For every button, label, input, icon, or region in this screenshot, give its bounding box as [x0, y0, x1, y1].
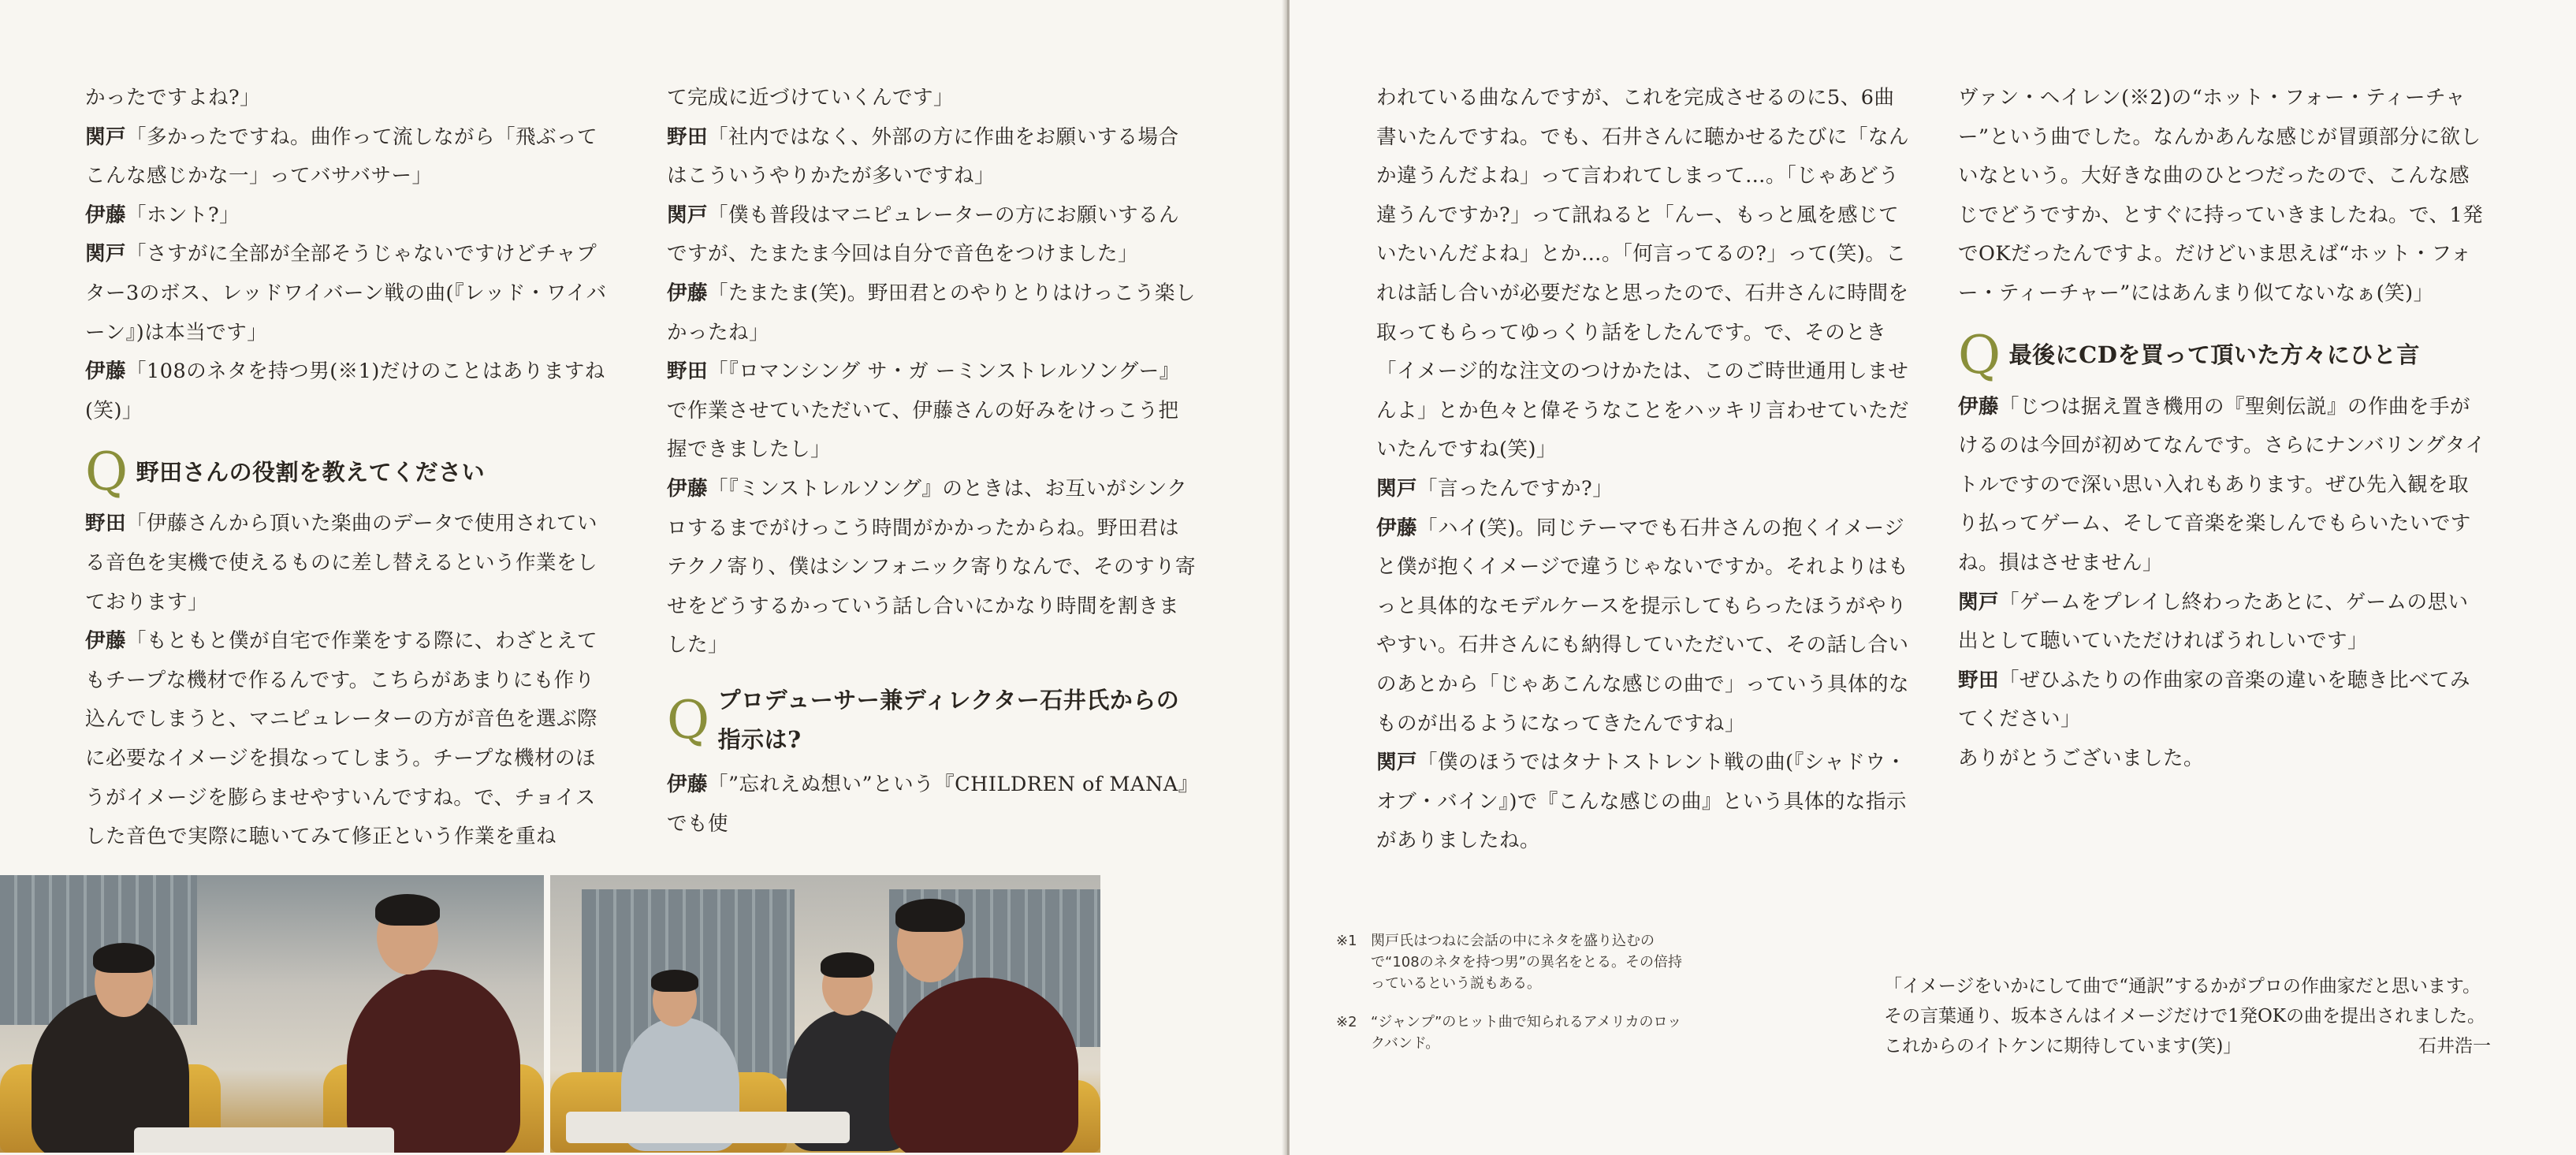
col1b-paragraphs [85, 505, 615, 856]
column-3 [1376, 79, 1912, 861]
dialogue-text: 「ホント?」 [126, 203, 240, 227]
dialogue-paragraph [85, 196, 615, 236]
q-mark-icon: Q [85, 442, 128, 503]
person-hair [375, 894, 440, 926]
dialogue-paragraph [667, 352, 1197, 470]
person-hair [93, 943, 154, 973]
speaker-name: 野田 [85, 512, 127, 536]
dialogue-paragraph [1958, 583, 2488, 661]
footnote-text: 関戸氏はつねに会話の中にネタを盛り込むので“108のネタを持つ男”の異名をとる。その倍持っているという説もある。 [1371, 933, 1683, 992]
dialogue-text: 「言ったんですか?」 [1417, 476, 1614, 501]
speaker-name: 伊藤 [85, 629, 127, 654]
photo-interview-1 [0, 875, 544, 1153]
dialogue-paragraph [85, 79, 615, 118]
dialogue-text: て完成に近づけていくんです」 [667, 86, 955, 110]
col3-paragraphs [1376, 79, 1912, 861]
dialogue-paragraph [85, 235, 615, 352]
dialogue-paragraph [1376, 79, 1912, 470]
dialogue-text: 「ぜひふたりの作曲家の音楽の違いを聴き比べてみてください」 [1958, 668, 2471, 732]
dialogue-text: 「たまたま(笑)。野田君とのやりとりはけっこう楽しかったね」 [667, 281, 1196, 345]
person-hair [821, 952, 874, 978]
footnotes [1336, 930, 1683, 1071]
q-mark-icon: Q [1958, 324, 2001, 386]
dialogue-text: われている曲なんですが、これを完成させるのに5、6曲書いたんですね。でも、石井さんに聴かせるたびに「なんか違うんだよね」って言われてしまって…。「じゃあどう違うんですか?」って訊ねると「んー、もっと風を感じていたいんだよね」とか…。「何言ってるの?」って(笑)。これは話し合いが必要だなと思ったので、石井さんに時間を取ってもらってゆっくり話をしたんです。で、そのとき「イメージ的な注文のつけかたは、このご時世通用しませんよ」とか色々と偉そうなことをハッキリ言わせていただいたんですね(笑)」 [1376, 86, 1910, 462]
column-2 [667, 79, 1197, 844]
dialogue-paragraph [1958, 740, 2488, 779]
table [134, 1127, 394, 1153]
dialogue-text: 「僕のほうではタナトストレント戦の曲(『シャドウ・オブ・バイン』)で『こんな感じの曲』という具体的な指示がありましたね。 [1376, 751, 1907, 853]
dialogue-paragraph [85, 352, 615, 430]
dialogue-text: 「社内ではなく、外部の方に作曲をお願いする場合はこういうやりかたが多いですね」 [667, 125, 1179, 188]
speaker-name: 伊藤 [667, 281, 709, 305]
speaker-name: 関戸 [667, 203, 709, 227]
speaker-name: 伊藤 [1376, 516, 1418, 540]
dialogue-text: かったですよね?」 [85, 86, 261, 110]
footnote-mark: ※2 [1336, 1014, 1357, 1030]
question-2-text: プロデューサー兼ディレクター石井氏からの指示は? [717, 686, 1180, 753]
photo-interview-2 [550, 875, 1100, 1153]
dialogue-text: 「ゲームをプレイし終わったあとに、ゲームの思い出として聴いていただければうれしいです」 [1958, 590, 2469, 654]
question-heading-2 [667, 681, 1197, 759]
dialogue-paragraph [667, 274, 1197, 352]
person-seated [889, 978, 1078, 1153]
speaker-name: 関戸 [1376, 751, 1418, 775]
dialogue-paragraph [667, 79, 1197, 118]
q-mark-icon: Q [667, 689, 710, 751]
footnote-mark: ※1 [1336, 933, 1357, 949]
column-1 [85, 79, 615, 857]
question-heading-3 [1958, 324, 2488, 386]
person-hair [651, 970, 698, 992]
dialogue-text: 「多かったですね。曲作って流しながら「飛ぶってこんな感じかな一」ってバサバサー」 [85, 125, 598, 188]
person-seated [347, 970, 520, 1153]
dialogue-paragraph [1958, 388, 2488, 583]
speaker-name: 伊藤 [667, 773, 709, 797]
speaker-name: 関戸 [1376, 476, 1418, 501]
person-hair [895, 899, 965, 932]
dialogue-paragraph [85, 622, 615, 857]
dialogue-paragraph [667, 470, 1197, 665]
dialogue-text: 「『ミンストレルソング』のときは、お互いがシンクロするまでがけっこう時間がかかったからね。野田君はテクノ寄り、僕はシンフォニック寄りなんで、そのすり寄せをどうするかっていう話し合いにかなり時間を割きました」 [667, 476, 1197, 658]
dialogue-text: 「じつは据え置き機用の『聖剣伝説』の作曲を手がけるのは今回が初めてなんです。さらにナンバリングタイトルですので深い思い入れもあります。ぜひ先入観を取り払ってゲーム、そして音楽を楽しんでもらいたいですね。損はさせません」 [1958, 394, 2486, 575]
dialogue-text: ありがとうございました。 [1958, 746, 2205, 770]
dialogue-text: ヴァン・ヘイレン(※2)の“ホット・フォー・ティーチャー”という曲でした。なんかあんな感じが冒頭部分に欲しいなという。大好きな曲のひとつだったので、こんな感じでどうですか、とすぐに持っていきましたね。で、1発でOKだったんですよ。だけどいま思えば“ホット・フォー・ティーチャー”にはあんまり似てないなぁ(笑)」 [1958, 86, 2484, 305]
col1-paragraphs [85, 79, 615, 430]
dialogue-text: 「さすがに全部が全部そうじゃないですけどチャプター3のボス、レッドワイバーン戦の曲(『レッド・ワイバーン』)は本当です」 [85, 242, 607, 345]
dialogue-paragraph [1958, 661, 2488, 740]
speaker-name: 野田 [667, 125, 709, 149]
dialogue-paragraph [667, 766, 1197, 844]
speaker-name: 野田 [667, 360, 709, 384]
question-1-text: 野田さんの役割を教えてください [136, 458, 486, 486]
col4b-paragraphs [1958, 388, 2488, 779]
speaker-name: 関戸 [85, 125, 127, 149]
col2b-paragraphs [667, 766, 1197, 844]
speaker-name: 関戸 [85, 242, 127, 266]
question-heading-1 [85, 442, 615, 503]
closing-line: その言葉通り、坂本さんはイメージだけで1発OKの曲を提出されました。 [1884, 1006, 2485, 1026]
footnote-2 [1336, 1012, 1683, 1054]
dialogue-text: 「『ロマンシング サ・ガ ーミンストレルソングー』で作業させていただいて、伊藤さんの好みをけっこう把握できましたし」 [667, 360, 1180, 462]
speaker-name: 伊藤 [1958, 394, 2000, 419]
speaker-name: 伊藤 [85, 360, 127, 384]
dialogue-text: 「もともと僕が自宅で作業をする際に、わざとえてもチープな機材で作るんです。こちらがあまりにも作り込んでしまうと、マニピュレーターの方が音色を選ぶ際に必要なイメージを損なってしまう。チープな機材のほうがイメージを膨らませやすいんですね。で、チョイスした音色で実際に聴いてみて修正という作業を重ね [85, 629, 598, 849]
question-3-text: 最後にCDを買って頂いた方々にひと言 [2008, 341, 2420, 368]
closing-line: これからのイトケンに期待しています(笑)」 [1884, 1036, 2242, 1056]
speaker-name: 関戸 [1958, 590, 2000, 614]
dialogue-text: 「108のネタを持つ男(※1)だけのことはありますね(笑)」 [85, 360, 605, 423]
dialogue-paragraph [1376, 743, 1912, 861]
closing-quote [1884, 971, 2491, 1061]
dialogue-text: 「僕も普段はマニピュレーターの方にお願いするんですが、たまたま今回は自分で音色をつけました」 [667, 203, 1180, 266]
table [566, 1112, 850, 1143]
footnote-1 [1336, 930, 1683, 994]
dialogue-paragraph [1376, 470, 1912, 509]
speaker-name: 野田 [1958, 668, 2000, 692]
col2-paragraphs [667, 79, 1197, 665]
dialogue-paragraph [1376, 509, 1912, 744]
footnote-text: “ジャンプ”のヒット曲で知られるアメリカのロックバンド。 [1371, 1014, 1682, 1052]
speaker-name: 伊藤 [85, 203, 127, 227]
dialogue-text: 「伊藤さんから頂いた楽曲のデータで使用されている音色を実機で使えるものに差し替えるという作業をしております」 [85, 512, 598, 614]
dialogue-paragraph [85, 118, 615, 196]
dialogue-text: 「ハイ(笑)。同じテーマでも石井さんの抱くイメージと僕が抱くイメージで違うじゃないですか。それよりはもっと具体的なモデルケースを提示してもらったほうがやりやすい。石井さんにも納得していただいて、その話し合いのあとから「じゃあこんな感じの曲で」っていう具体的なものが出るようになってきたんですね」 [1376, 516, 1910, 736]
dialogue-paragraph [667, 196, 1197, 274]
speaker-name: 伊藤 [667, 476, 709, 501]
closing-signature: 石井浩一 [2418, 1036, 2491, 1056]
dialogue-paragraph [1958, 79, 2488, 314]
left-page [0, 0, 1285, 1155]
closing-line: 「イメージをいかにして曲で“通訳”するかがプロの作曲家だと思います。 [1884, 976, 2481, 997]
dialogue-text: 「”忘れえぬ想い”という『CHILDREN of MANA』でも使 [667, 773, 1189, 836]
dialogue-paragraph [667, 118, 1197, 196]
dialogue-paragraph [85, 505, 615, 622]
column-4 [1958, 79, 2488, 779]
col4-paragraphs [1958, 79, 2488, 314]
